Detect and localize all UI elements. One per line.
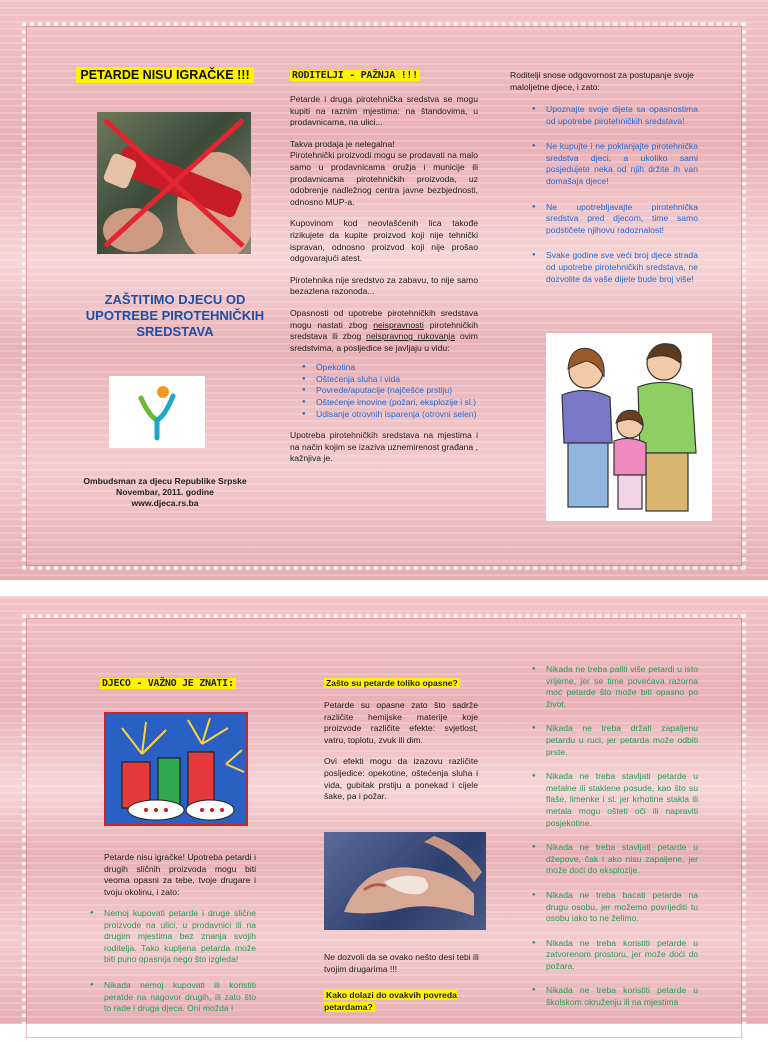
organization-info — [60, 476, 270, 509]
list-item: ● Nikada nemoj kupovati ili koristiti peratde na nagovor drugih, ili zato što to rade i druga djeca. Oni možda i — [104, 980, 256, 1015]
firecracker-photo — [97, 112, 251, 254]
list-item: ● Upoznajte svoje dijete sa opasnostima od upotrebe pirotehničkih sredstava! — [546, 104, 698, 127]
question2-wrap — [324, 990, 484, 1013]
panel5-p1: Petarde su opasne zato što sadrže različite hemijske materije koje proizvode različite efekte: svjetlost, vatru, toplotu, zvuk ili dim. — [324, 700, 478, 745]
parents-p4: Pirotehnika nije sredstvo za zabavu, to nije samo bezazlena razonoda... — [290, 274, 478, 297]
list-item: ● Nemoj kupovati petarde i druge slične proizvode na ulici, u prodavnici ili na drugim mjestima bez znanja svojih roditelja. Tako kupljena petarda može biti puno opasnija nego što izgleda! — [104, 908, 256, 966]
injured-hand-photo — [324, 832, 486, 930]
list-item: ● Nikada ne treba držati zapaljenu petardu u ruci, jer petarda može odbiti prste. — [546, 723, 698, 758]
never-do-list — [546, 664, 698, 1019]
p5-underline-1: neispravnosti — [373, 319, 424, 330]
question1-wrap — [324, 678, 460, 690]
parents-p2b: Pirotehnički proizvodi mogu se prodavati na malo samo u prodavnicama oružja i municije ili prodavnicama pirotehničkih proizvoda, uz odobrenje nadležnog centra javne bezbjednosti, odnosno MUP-a. — [290, 150, 478, 207]
list-item: ● Nikada ne treba koristiti petarde u školskom okruženju ili na mjestima — [546, 985, 698, 1008]
question1: Zašto su petarde toliko opasne? — [326, 678, 458, 688]
page-gap — [0, 580, 768, 596]
list-item: ● Svake godine sve veći broj djece strada od upotrebe pirotehničkih sredstava, ne dozvolite da vaše dijete bude broj više! — [546, 250, 698, 285]
org-date: Novembar, 2011. godine — [116, 487, 214, 497]
parents-heading-wrap — [290, 70, 420, 82]
consequences-list — [316, 362, 478, 420]
parents-p6: Upotreba pirotehničkih sredstava na mjestima i na način kojim se izaziva uznemirenost građana , kažnjiva je. — [290, 430, 478, 464]
panel5-text — [324, 700, 478, 803]
p5-post: ovim sredstvima, a posljedice se javljaju u vidu: — [290, 331, 478, 353]
p5-underline-2: neispravnog rukovanja — [366, 331, 455, 342]
list-item: ● Nikada ne treba stavljati petarde u metalne ili staklene posude, kao što su flaše, limenke i sl. jer krhotine stakla ili metala mogu ošteti oči ili napraviti posjekotine. — [546, 771, 698, 829]
parents-p2a: Takva prodaja je nelegalna! — [290, 138, 395, 149]
ombudsman-logo — [109, 376, 205, 448]
kids-p1: Petarde nisu igračke! Upotreba petardi i drugih sličnih proizvoda mogu biti veoma opasni za tebe, tvoje drugare i tvoju okolinu, i zato: — [104, 852, 256, 897]
list-item: ● Povrede/aputacije (najčešće prstiju) — [316, 385, 478, 397]
brochure-page-inside — [0, 596, 768, 1024]
org-website: www.djeca.rs.ba — [131, 498, 199, 508]
list-item: ● Nikada ne treba bacati petarde na drugu osobu, jer možemo povrijediti tu osobu iako to ne želimo. — [546, 890, 698, 925]
parents-p5 — [290, 308, 478, 354]
list-item: ● Nikada ne treba paliti više petardi u isto vrijeme, jer se time povećava razorna moć petarde što može biti opasno po život. — [546, 664, 698, 710]
kids-advice-list — [104, 908, 256, 1025]
list-item: ● Nikada ne treba stavljati petarde u džepove, čak i ako nisu zapaljene, jer može doći do eksplozije. — [546, 842, 698, 877]
p5-mid: pirotehničkih sredstava ili zbog — [290, 319, 478, 342]
parents-text — [290, 94, 478, 465]
cover-subtitle: ZAŠTITIMO DJECU OD UPOTREBE PIROTEHNIČKIH SREDSTAVA — [85, 292, 265, 339]
kids-heading-wrap — [100, 678, 236, 690]
org-name: Ombudsman za djecu Republike Srpske — [83, 476, 247, 486]
panel5-p3: Ne dozvoli da se ovako nešto desi tebi ili tvojim drugarima !!! — [324, 952, 479, 974]
list-item: ● Opekotina — [316, 362, 478, 374]
cover-title-wrap — [70, 70, 260, 83]
parents-p1: Petarde i druga pirotehnička sredstva se mogu kupiti na raznim mjestima: na štandovima, u prodavnicama, na ulici... — [290, 94, 478, 128]
list-item: ● Oštećenja sluha i vida — [316, 374, 478, 386]
panel5-p2: Ovi efekti mogu da izazovu različite posljedice: opekotine, oštećenja sluha i vida, gubitak prstiju a ponekad i cijele šake, pa i požar. — [324, 756, 478, 802]
list-item: ● Udisanje otrovnih isparenja (otrovni selen) — [316, 409, 478, 421]
list-item: ● Ne kupujte i ne poklanjajte pirotehnička sredstva djeci, a ukoliko sami posjedujete neka od njih držite ih van domašaja djece! — [546, 141, 698, 187]
list-item: ● Oštećenje imovine (požari, eksplozije i sl.) — [316, 397, 478, 409]
parents-p3: Kupovinom kod neovlašćenih lica takođe rizikujete da kupite proizvod koji nije tehnički ispravan, odnosno proizvod koji nije prošao odgovarajući atest. — [290, 218, 478, 264]
list-item: ● Ne upotrebljavajte pirotehnička sredstva pred djecom, time samo podstičete njihovu radoznalost! — [546, 202, 698, 237]
p5-pre: Opasnosti od upotrebe pirotehničkih sredstava mogu nastati zbog — [290, 307, 478, 330]
question2: Kako dolazi do ovakvih povreda petardama? — [324, 990, 457, 1012]
family-illustration — [546, 333, 712, 521]
kids-heading: DJECO - VAŽNO JE ZNATI: — [102, 678, 234, 689]
fireworks-clipart — [104, 712, 248, 826]
cover-title: PETARDE NISU IGRAČKE !!! — [76, 67, 253, 83]
list-item: ● Nikada ne treba koristiti petarde u zatvorenom prostoru, jer može doći do požara. — [546, 938, 698, 973]
parents-heading: RODITELJI - PAŽNJA !!! — [292, 70, 418, 81]
panel3-intro: Roditelji snose odgovornost za postupanje svoje maloljetne djece, i zato: — [510, 70, 694, 92]
parents-advice-list — [546, 104, 698, 295]
